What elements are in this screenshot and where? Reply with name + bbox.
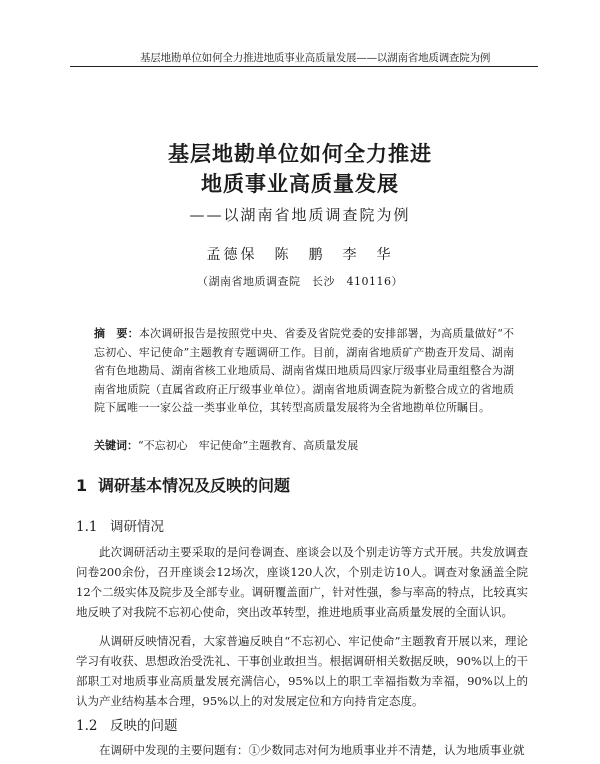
affiliation: （湖南省地质调查院 长沙 410116） (197, 275, 403, 288)
section-title: 调研基本情况及反映的问题 (98, 476, 291, 495)
header-rule (70, 66, 538, 67)
authors: 孟德保 陈 鹏 李 华 (206, 247, 394, 263)
subsection-number: 1.1 (76, 519, 98, 535)
subsection-number: 1.2 (76, 718, 98, 734)
keywords (94, 437, 514, 453)
keywords-text: “不忘初心 牢记使命”主题教育、高质量发展 (138, 439, 359, 452)
paragraph-2: 从调研反映情况看，大家普遍反映自“不忘初心、牢记使命”主题教育开展以来，理论学习有收获、思想政治受洗礼、干事创业敢担当。根据调研相关数据反映，90%以上的干部职工对地质事业高质量发展充满信心，95%以上的职工幸福指数为幸福，90%以上的认为产业结构基本合理，95%以上的对发展定位和方向持肯定态度。 (76, 634, 528, 708)
abstract (94, 325, 514, 418)
title-line-2: 地质事业高质量发展 (201, 172, 399, 196)
subsection-1-1-heading (76, 515, 164, 535)
subsection-title: 调研情况 (110, 519, 164, 535)
subsection-1-2-heading (76, 714, 178, 734)
running-header: 基层地勘单位如何全力推进地质事业高质量发展——以湖南省地质调查院为例 (140, 52, 491, 64)
abstract-label: 摘 要： (94, 327, 139, 340)
paragraph-3: 在调研中发现的主要问题有：①少数同志对何为地质事业并不清楚，认为地质事业就 (99, 743, 525, 757)
section-1-heading (76, 473, 290, 496)
keywords-label: 关键词： (94, 439, 138, 452)
abstract-text: 本次调研报告是按照党中央、省委及省院党委的安排部署，为高质量做好“不忘初心、牢记使命”主题教育专题调研工作。目前，湖南省地质矿产勘查开发局、湖南省有色地勘局、湖南省核工业地质局、湖南省煤田地质局四家厅级事业局重组整合为湖南省地质院（直属省政府正厅级事业单位）。湖南省地质调查院为新整合成立的省地质院下属唯一一家公益一类事业单位，其转型高质量发展将为全省地勘单位所瞩目。 (94, 327, 515, 415)
subtitle: ——以湖南省地质调查院为例 (189, 206, 411, 224)
paragraph-1: 此次调研活动主要采取的是问卷调查、座谈会以及个别走访等方式开展。共发放调查问卷200余份，召开座谈会12场次，座谈120人次，个别走访10人。调查对象涵盖全院12个二级实体及院步及全部专业。调研覆盖面广，针对性强，参与率高的特点，比较真实地反映了对我院不忘初心使命，突出改革转型，推进地质事业高质量发展的全面认识。 (76, 545, 528, 619)
title-line-1: 基层地勘单位如何全力推进 (168, 142, 432, 166)
section-number: 1 (76, 476, 88, 495)
subsection-title: 反映的问题 (110, 718, 178, 734)
